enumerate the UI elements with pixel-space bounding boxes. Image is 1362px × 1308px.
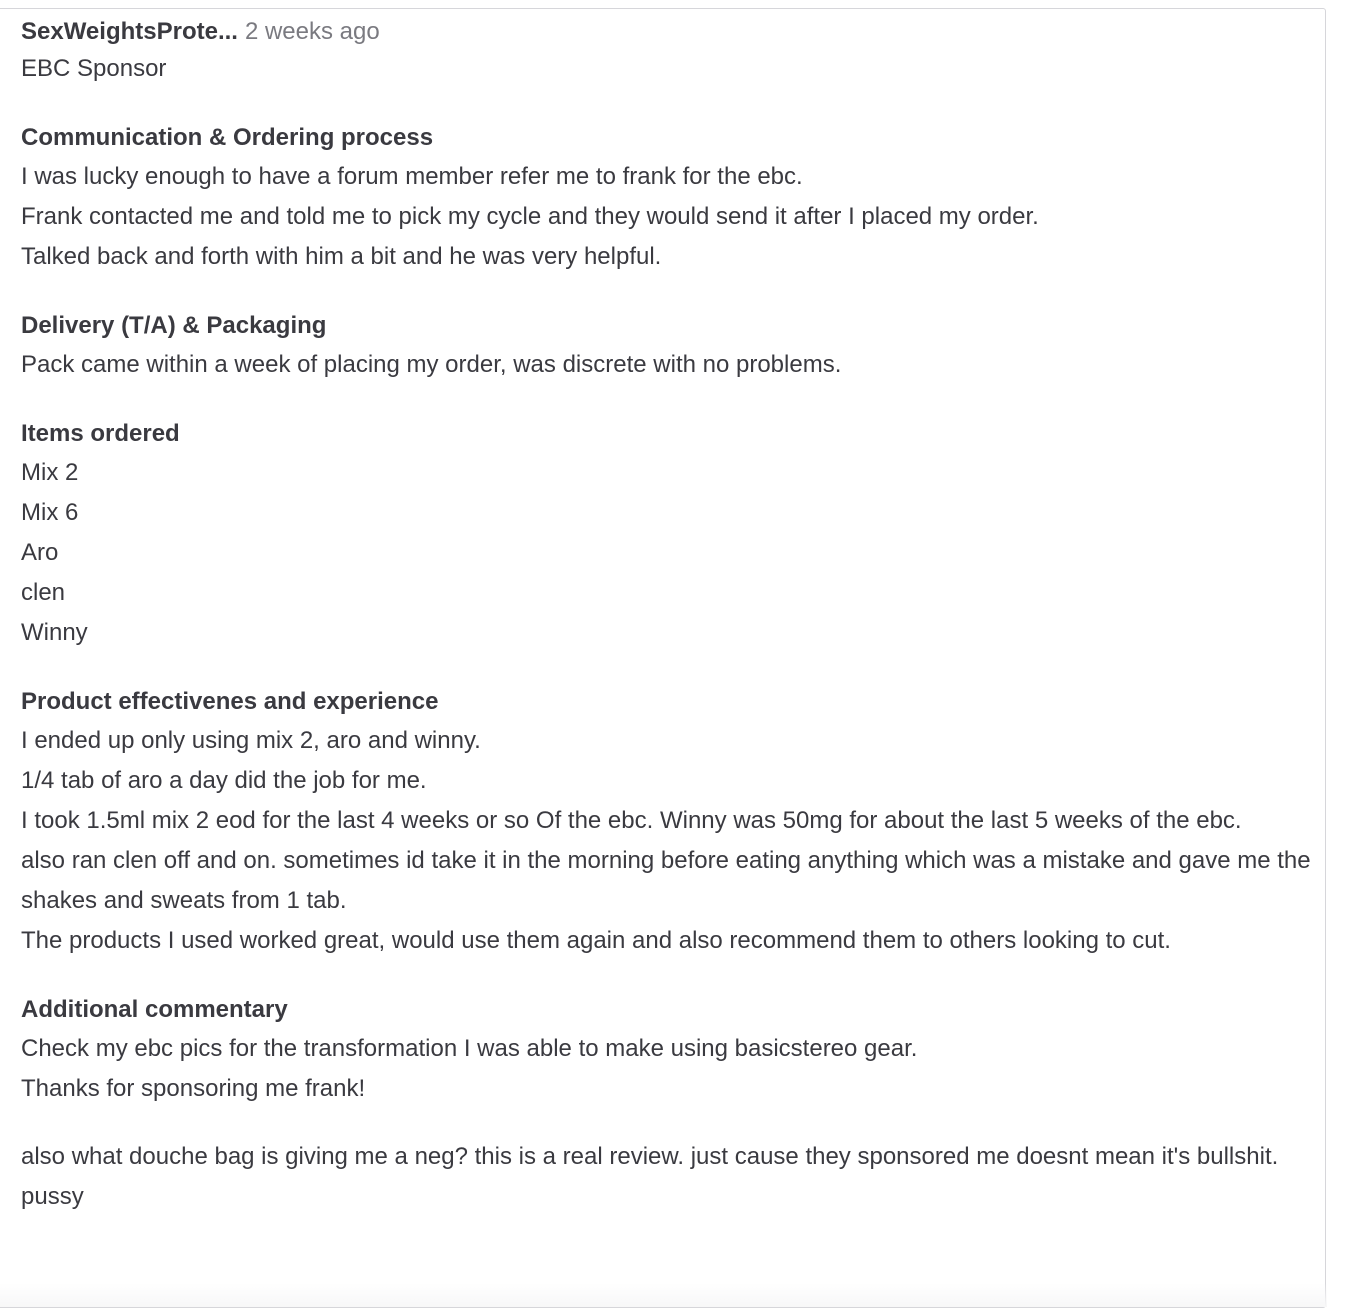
- section-heading-commentary: Additional commentary: [21, 996, 288, 1023]
- item-list-entry: clen: [21, 579, 66, 606]
- post-content: [21, 17, 1318, 1217]
- forum-post-card: [0, 8, 1326, 1308]
- item-list-entry: Mix 2: [21, 459, 79, 486]
- section-heading-delivery: Delivery (T/A) & Packaging: [21, 312, 327, 339]
- post-text-line: Check my ebc pics for the transformation I was able to make using basicstereo gear.: [21, 1035, 918, 1062]
- post-closing-text: also what douche bag is giving me a neg? this is a real review. just cause they sponsored me doesnt mean it's bullshit. pussy: [21, 1143, 1285, 1210]
- post-text-line: I ended up only using mix 2, aro and winny.: [21, 727, 481, 754]
- username-link[interactable]: SexWeightsProte...: [21, 18, 238, 45]
- section-heading-effectiveness: Product effectivenes and experience: [21, 688, 439, 715]
- item-list-entry: Mix 6: [21, 499, 79, 526]
- post-text-line: 1/4 tab of aro a day did the job for me.: [21, 767, 427, 794]
- section-heading-communication: Communication & Ordering process: [21, 124, 434, 151]
- post-text-line: Frank contacted me and told me to pick my cycle and they would send it after I placed my order.: [21, 203, 1039, 230]
- post-text-line: I took 1.5ml mix 2 eod for the last 4 weeks or so Of the ebc. Winny was 50mg for about the last 5 weeks of the ebc.: [21, 807, 1242, 834]
- user-role-label: EBC Sponsor: [21, 55, 167, 82]
- post-text-line: Talked back and forth with him a bit and he was very helpful.: [21, 243, 662, 270]
- post-text-line: The products I used worked great, would use them again and also recommend them to others looking to cut.: [21, 927, 1171, 954]
- section-heading-items: Items ordered: [21, 420, 180, 447]
- post-body: [21, 49, 1318, 1217]
- post-timestamp: 2 weeks ago: [244, 18, 380, 45]
- post-header: [21, 17, 1311, 47]
- card-bottom-fade: [0, 1283, 1327, 1307]
- post-text-line: Pack came within a week of placing my order, was discrete with no problems.: [21, 351, 842, 378]
- post-text-line: Thanks for sponsoring me frank!: [21, 1075, 366, 1102]
- post-text-line: also ran clen off and on. sometimes id take it in the morning before eating anything which was a mistake and gave me the shakes and sweats from 1 tab.: [21, 847, 1318, 914]
- post-text-line: I was lucky enough to have a forum member refer me to frank for the ebc.: [21, 163, 803, 190]
- item-list-entry: Winny: [21, 619, 88, 646]
- item-list-entry: Aro: [21, 539, 59, 566]
